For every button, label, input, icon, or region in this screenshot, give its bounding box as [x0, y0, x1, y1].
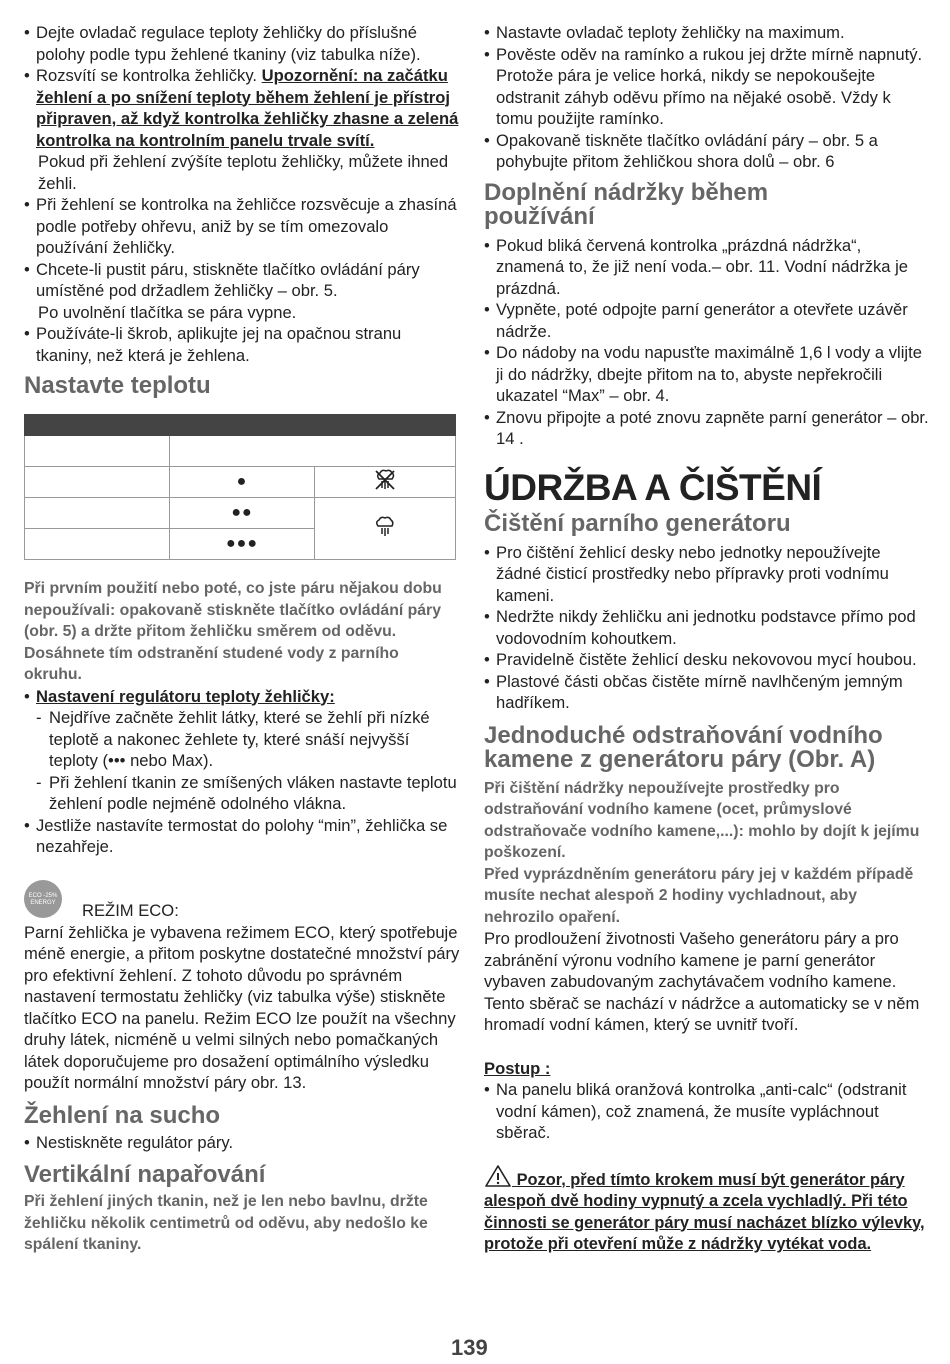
temperature-table: [24, 414, 456, 560]
no-steam-icon: [315, 467, 456, 498]
list-item: • Plastové části občas čistěte mírně navlhčeným jemným hadříkem.: [484, 671, 929, 714]
section-heading: Nastavte teplotu: [24, 372, 211, 399]
refill-list: [484, 235, 929, 450]
section-heading: Doplnění nádržky během používání: [484, 178, 769, 230]
warning-block: [484, 1164, 929, 1256]
regulator-list: [24, 686, 460, 708]
list-item: • Pokud bliká červená kontrolka „prázdná nádržka“, znamená to, že již není voda.– obr. 11. Vodní nádržka je prázdná.: [484, 235, 929, 300]
starch-list: [24, 323, 460, 366]
min-list: [24, 815, 460, 858]
procedure-list: [484, 1079, 929, 1144]
temp-dots: ●: [170, 467, 315, 498]
right-column: [484, 22, 929, 1256]
list-item: • Do nádoby na vodu napusťte maximálně 1,6 l vody a vlijte ji do nádržky, dbejte přitom na to, abyste nepřekročili ukazatel “Max” – obr. 4.: [484, 342, 929, 407]
table-row: [25, 436, 456, 467]
warning-inline: Upozornění: na začátku žehlení a po snížení teploty během žehlení je přístroj připraven, až když kontrolka žehličky zhasne a zelená kontrolka na kontrolním panelu trvale svítí.: [36, 66, 459, 150]
list-item: - Při žehlení tkanin ze smíšených vláken nastavte teplotu žehlení podle nejméně odolného vlákna.: [24, 772, 460, 815]
first-use-text: Při prvním použití nebo poté, co jste páru nějakou dobu nepoužívali: opakovaně stiskněte tlačítko ovládání páry (obr. 5) a držte přitom žehličku směrem od oděvu. Dosáhnete tím odstranění studené vody z parního okruhu.: [24, 580, 442, 683]
list-item: • Pro čištění žehlicí desky nebo jednotky nepoužívejte žádné čisticí prostředky nebo přípravky proti vodnímu kameni.: [484, 542, 929, 607]
vertical-list: [484, 22, 929, 173]
table-row: [25, 498, 456, 529]
list-item: • Při žehlení se kontrolka na žehličce rozsvěcuje a zhasíná podle potřeby ohřevu, aniž by se tím omezovalo používání žehličky.: [24, 194, 460, 259]
procedure-heading: Postup :: [484, 1058, 551, 1078]
left-column: [24, 22, 460, 1256]
list-item: • Dejte ovladač regulace teploty žehličky do příslušné polohy podle typu žehlené tkaniny (viz tabulka níže).: [24, 22, 460, 65]
page-title: ÚDRŽBA A ČIŠTĚNÍ: [484, 466, 822, 508]
list-item: • Opakovaně tiskněte tlačítko ovládání páry – obr. 5 a pohybujte přitom žehličkou shora dolů – obr. 6: [484, 130, 929, 173]
clean-list: [484, 542, 929, 714]
warning-text: Pozor, před tímto krokem musí být generátor páry alespoň dvě hodiny vypnutý a zcela vychladlý. Při této činnosti se generátor páry musí nacházet blízko výlevky, protože při otevření může z nádržky vytékat voda.: [484, 1170, 925, 1253]
list-item: • Vypněte, poté odpojte parní generátor a otevřete uzávěr nádrže.: [484, 299, 929, 342]
list-item: • Pověste oděv na ramínko a rukou jej držte mírně napnutý. Protože pára je velice horká, nikdy se nepokoušejte odstranit záhyb oděvu přímo na nějaké osobě. Vždy k tomu použijte ramínko.: [484, 44, 929, 130]
descale-text: Pro prodloužení životnosti Vašeho generátoru páry a pro zabránění výronu vodního kamene je parní generátor vybaven zabudovaným zachytávačem vodního kamene. Tento sběrač se nachází v nádržce a automaticky se v něm hromadí vodní kámen, který se uvnitř tvoří.: [484, 929, 920, 1034]
eco-icon: ECO -25% ENERGY: [24, 880, 62, 918]
vertical-text: Při žehlení jiných tkanin, než je len nebo bavlnu, držte žehličku několik centimetrů od oděvu, aby nedošlo ke spálení tkaniny.: [24, 1193, 428, 1253]
section-heading: Čištění parního generátoru: [484, 509, 791, 537]
descale-warning-2: Před vyprázdněním generátoru páry jej v každém případě musíte nechat alespoň 2 hodiny vychladnout, aby nehrozilo opaření.: [484, 865, 914, 926]
list-item: • Znovu připojte a poté znovu zapněte parní generátor – obr. 14 .: [484, 407, 929, 450]
temp-dots: ●●●: [170, 529, 315, 560]
list-item: • Pravidelně čistěte žehlicí desku nekovovou mycí houbou.: [484, 649, 929, 671]
eco-row: [24, 880, 460, 922]
eco-lead: REŽIM ECO:: [82, 900, 179, 920]
list-item: - Nejdříve začněte žehlit látky, které se žehlí při nízké teplotě a nakonec žehlete ty, které snáší nejvyšší teploty (••• nebo Max).: [24, 707, 460, 772]
dry-list: [24, 1132, 460, 1154]
list-item: • Používáte-li škrob, aplikujte jej na opačnou stranu tkaniny, než která je žehlena.: [24, 323, 460, 366]
more-list: [24, 194, 460, 302]
list-item: • Nestiskněte regulátor páry.: [24, 1132, 460, 1154]
descale-warning-1: Při čištění nádržky nepoužívejte prostředky pro odstraňování vodního kamene (ocet, průmyslové odstraňovače vodního kamene,...): mohlo by dojít k jejímu poškození.: [484, 779, 920, 861]
list-item: • Chcete-li pustit páru, stiskněte tlačítko ovládání páry umístěné pod držadlem žehličky – obr. 5.: [24, 259, 460, 302]
temp-dots: ●●: [170, 498, 315, 529]
regulator-heading: Nastavení regulátoru teploty žehličky:: [36, 686, 335, 706]
note-text: Po uvolnění tlačítka se pára vypne.: [38, 302, 297, 322]
steam-icon: [315, 498, 456, 560]
intro-list: [24, 22, 460, 151]
note-text: Pokud při žehlení zvýšíte teplotu žehličky, můžete ihned žehli.: [38, 152, 449, 193]
section-heading: Vertikální napařování: [24, 1161, 266, 1188]
list-item: • Jestliže nastavíte termostat do polohy “min”, žehlička se nezahřeje.: [24, 815, 460, 858]
list-item: • Nedržte nikdy žehličku ani jednotku podstavce přímo pod vodovodním kohoutkem.: [484, 606, 929, 649]
warning-icon: [484, 1164, 512, 1188]
table-row: [25, 467, 456, 498]
list-item: [24, 686, 460, 708]
list-item: • Rozsvítí se kontrolka žehličky. Upozornění: na začátku žehlení a po snížení teploty během žehlení je přístroj připraven, až když kontrolka žehličky zhasne a zelená kontrolka na kontrolním panelu trvale svítí.: [24, 65, 460, 151]
section-heading: Jednoduché odstraňování vodního kamene z generátoru páry (Obr. A): [484, 721, 883, 773]
section-heading: Žehlení na sucho: [24, 1101, 221, 1129]
list-item: • Nastavte ovladač teploty žehličky na maximum.: [484, 22, 929, 44]
eco-paragraph: [24, 922, 460, 1094]
dash-list: [24, 707, 460, 815]
page-number: 139: [451, 1335, 488, 1360]
table-header-row: [25, 415, 456, 436]
eco-text: Parní žehlička je vybavena režimem ECO, který spotřebuje méně energie, a přitom poskytne dostatečné množství páry pro efektivní žehlení. Z tohoto důvodu po správném nastavení termostatu žehličky (viz tabulka výše) stiskněte tlačítko ECO na panelu. Režim ECO lze použít na všechny druhy látek, nicméně u velmi silných nebo pomačkaných látek doporučujeme pro dosažení optimálního výsledku použít normální množství páry obr. 13.: [24, 922, 460, 1092]
list-item: • Na panelu bliká oranžová kontrolka „anti-calc“ (odstranit vodní kámen), což znamená, že musíte vypláchnout sběrač.: [484, 1079, 929, 1144]
